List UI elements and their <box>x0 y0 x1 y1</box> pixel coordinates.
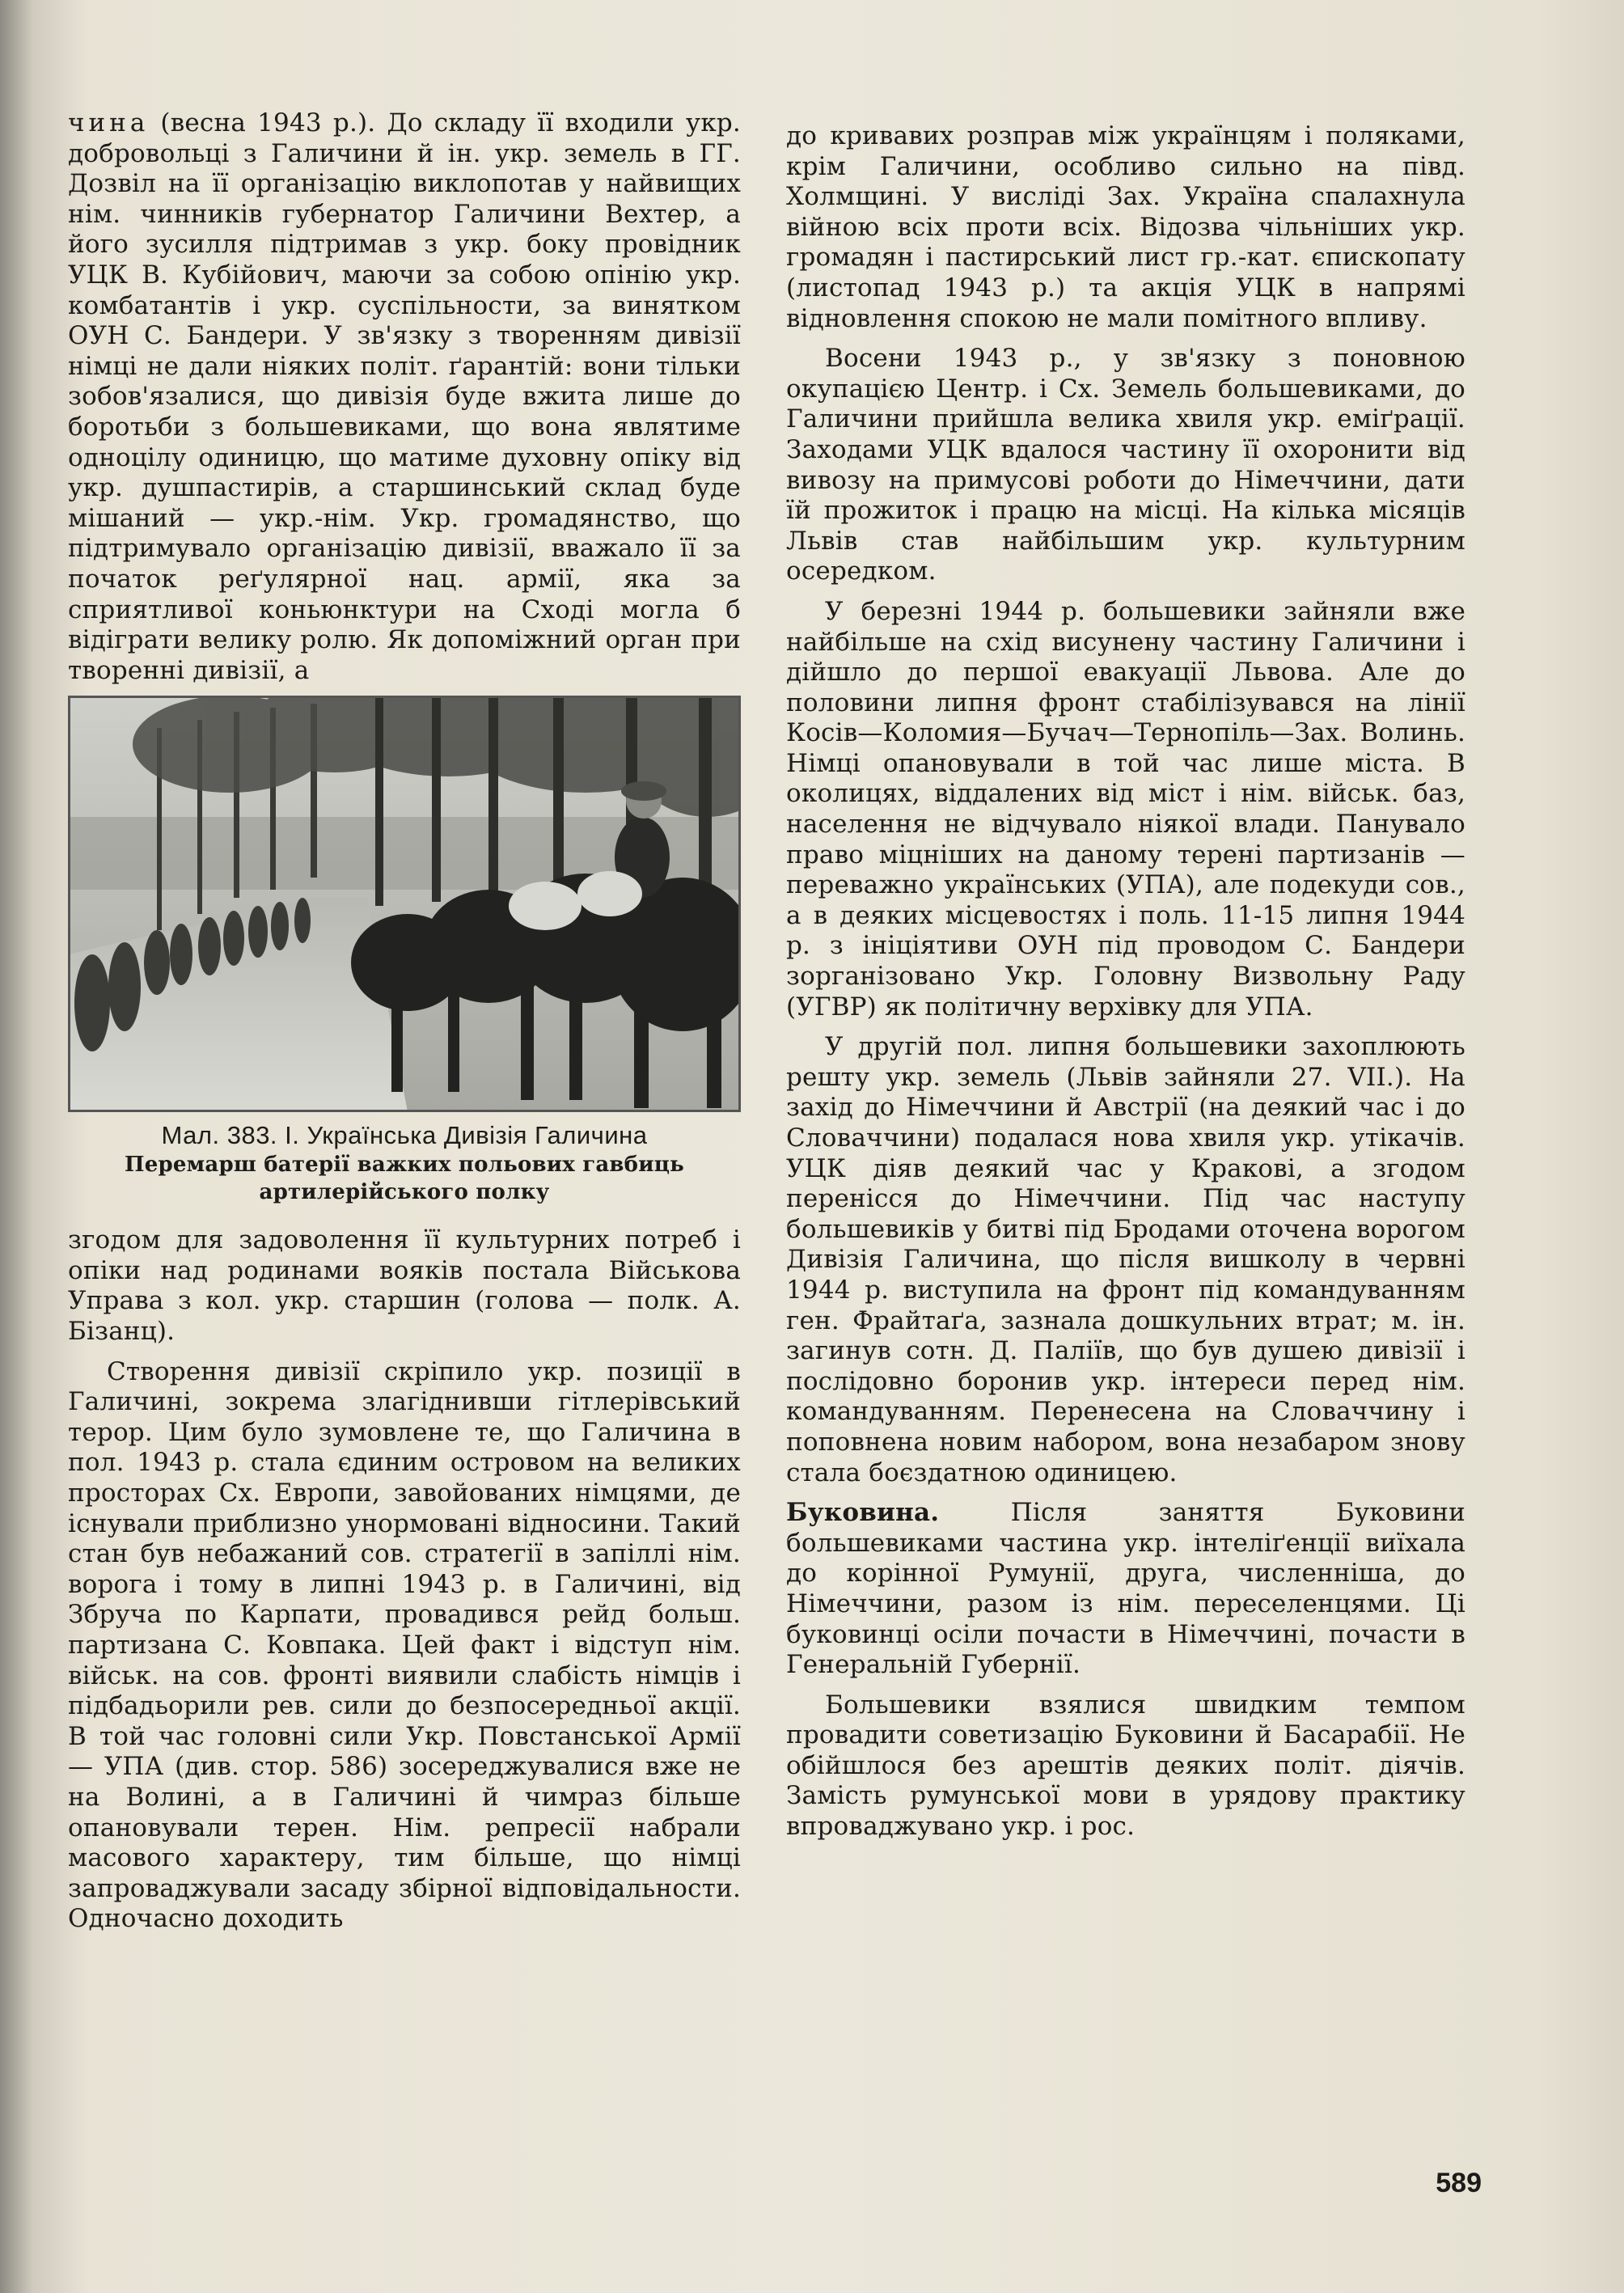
paragraph-text: (весна 1943 р.). До складу її входили укр. добровольці з Галичини й ін. укр. земель в ГГ. Дозвіл на її організацію виклопотав у найвищих нім. чинників губернатор Галичини Вехтер, а його зусилля підтримав з укр. боку провідник УЦК В. Кубійович, маючи за собою опінію укр. комбатантів і укр. суспільности, за винятком ОУН С. Бандери. У зв'язку з творенням дивізії німці не дали ніяких політ. ґарантій: вони тільки зобов'язалися, що дивізія буде вжита лише до боротьби з большевиками, що вона являтиме одноцілу одиницю, що матиме духовну опіку від укр. душпастирів, а старшинський склад буде мішаний — укр.-нім. Укр. громадянство, що підтримувало організацію дивізії, вважало її за початок реґулярної нац. армії, яка за сприятливої коньюнктури на Сході могла б відіграти велику ролю. Як допоміжний орган при творенні дивізії, а <box>68 108 741 685</box>
caption-subtitle-line: артилерійського полку <box>259 1180 550 1205</box>
caption-subtitle-line: Перемарш батерії важких польових гавбиць <box>125 1153 684 1178</box>
paragraph <box>68 108 741 686</box>
page-number: 589 <box>1436 2168 1482 2198</box>
paragraph: до кривавих розправ між українцям і поляками, крім Галичини, особливо сильно на півд. Холмщині. У висліді Зах. Україна спалахнула війною всіх проти всіх. Відозва чільніших укр. громадян і пастирський лист гр.-кат. єпископату (листопад 1943 р.) та акція УЦК в напрямі відновлення спокою не мали помітного впливу. <box>786 121 1465 333</box>
figure-caption <box>68 1120 741 1206</box>
paragraph: згодом для задоволення її культурних потреб і опіки над родинами вояків постала Військова Управа з кол. укр. старшин (голова — полк. А. Бізанц). <box>68 1225 741 1347</box>
emphasized-word: чина <box>68 108 150 137</box>
figure <box>68 696 741 1206</box>
paragraph-text: Після заняття Буковини большевиками частина укр. інтеліґенції виїхала до корінної Румунії, друга, численніша, до Німеччини, разом із нім. переселенцями. Ці буковинці осіли почасти в Німеччині, почасти в Генеральній Губернії. <box>786 1498 1465 1680</box>
paragraph: У березні 1944 р. большевики зайняли вже найбільше на схід висунену частину Галичини і дійшло до першої евакуації Львова. Але до половини липня фронт стабілізувався на лінії Косів—Коломия—Бучач—Тернопіль—Зах. Волинь. Німці опановували в той час лише міста. В околицях, віддалених від міст і нім. військ. баз, населення не відчувало ніякої влади. Панувало право міцніших на даному терені партизанів — переважно українських (УПА), але подекуди сов., а в деяких місцевостях і поль. 11-15 липня 1944 р. з ініціятиви ОУН під проводом С. Бандери зорганізовано Укр. Головну Визвольну Раду (УГВР) як політичну верхівку для УПА. <box>786 596 1465 1022</box>
paragraph: Восени 1943 р., у зв'язку з поновною окупацією Центр. і Сх. Земель большевиками, до Галичини прийшла велика хвиля укр. еміґрації. Заходами УЦК вдалося частину її охоронити від вивозу на примусові роботи до Німеччини, дати їй прожиток і працю на місці. На кілька місяців Львів став найбільшим укр. культурним осередком. <box>786 344 1465 586</box>
paragraph: У другій пол. липня большевики захоплюють решту укр. земель (Львів зайняли 27. VII.). На захід до Німеччини й Австрії (на деякий час і до Словаччини) подалася нова хвиля укр. утікачів. УЦК діяв деякий час у Кракові, а згодом перенісся до Німеччини. Під час наступу большевиків у битві під Бродами оточена ворогом Дивізія Галичина, що після вишколу в червні 1944 р. виступила на фронт під командуванням ген. Фрайтаґа, зазнала дошкульних втрат; м. ін. загинув сотн. Д. Паліїв, що був душею дивізії і послідовно боронив укр. інтереси перед нім. командуванням. Перенесена на Словаччину і поповнена новим набором, вона незабаром знову стала боєздатною одиницею. <box>786 1032 1465 1487</box>
right-column <box>786 121 1465 1842</box>
paragraph: Большевики взялися швидким темпом провадити советизацію Буковини й Басарабії. Не обійшлося без арештів деяких політ. діячів. Замість румунської мови в урядову практику впроваджувано укр. і рос. <box>786 1690 1465 1842</box>
division-march-photo <box>68 696 741 1112</box>
paragraph: Створення дивізії скріпило укр. позиції в Галичині, зокрема злагіднивши гітлерівський терор. Цим було зумовлене те, що Галичина в пол. 1943 р. стала єдиним островом на великих просторах Сх. Европи, завойованих німцями, де існували приблизно унормовані відносини. Такий стан був небажаний сов. стратегії в запіллі нім. ворога і тому в липні 1943 р. в Галичині, від Збруча по Карпати, провадився рейд больш. партизана С. Ковпака. Цей факт і відступ нім. військ. на сов. фронті виявили слабість німців і підбадьорили рев. сили до безпосередньої акції. В той час головні сили Укр. Повстанської Армії — УПА (див. стор. 586) зосереджувалися вже не на Волині, а в Галичині й чимраз більше опановували терен. Нім. репресії набрали масового характеру, тим більше, що німці запроваджували засаду збірної відповідальности. Одночасно доходить <box>68 1356 741 1934</box>
section-heading: Буковина. <box>786 1498 940 1528</box>
caption-title: Мал. 383. І. Українська Дивізія Галичина <box>161 1121 648 1150</box>
paragraph <box>786 1498 1465 1681</box>
left-column <box>68 108 741 1935</box>
